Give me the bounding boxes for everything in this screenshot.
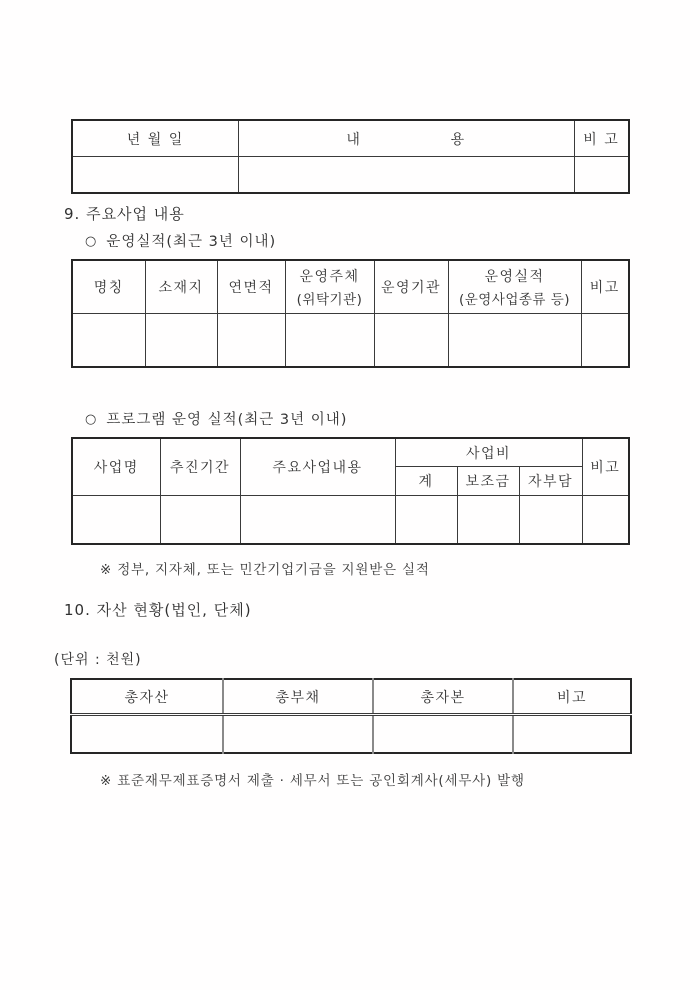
header-location: 소재지 [145,260,217,314]
header-total-assets: 총자산 [71,679,223,715]
header-agency: 운영기관 [374,260,448,314]
header-period: 추진기간 [160,438,240,496]
header-operator-line2: (위탁기관) [296,292,363,308]
table-header-row [72,120,629,157]
empty-cell [395,496,457,545]
empty-cell [448,314,581,368]
asset-footnote: ※ 표준재무제표증명서 제출 · 세무서 또는 공인회계사(세무사) 발행 [100,773,525,789]
header-budget-subsidy: 보조금 [457,467,519,496]
header-project: 사업명 [72,438,160,496]
header-record-line1: 운영실적 [484,269,545,285]
header-record [448,260,581,314]
header-note: 비고 [513,679,631,715]
header-area: 연면적 [217,260,285,314]
program-footnote: ※ 정부, 지자체, 또는 민간기업기금을 지원받은 실적 [100,562,430,578]
header-total-liabilities: 총부채 [223,679,373,715]
operation-record-label-text: 운영실적(최근 3년 이내) [106,234,277,250]
empty-cell [72,314,145,368]
section9-heading: 9. 주요사업 내용 [64,205,185,223]
table-header-row-1 [72,438,629,467]
date-content-table [71,119,630,194]
header-budget-group: 사업비 [395,438,582,467]
asset-table [70,678,632,754]
header-note: 비 고 [574,120,629,157]
empty-cell [71,715,223,754]
header-operator [285,260,374,314]
header-name: 명칭 [72,260,145,314]
empty-cell [145,314,217,368]
empty-cell [72,157,238,194]
program-record-label-text: 프로그램 운영 실적(최근 3년 이내) [106,412,348,428]
empty-cell [72,496,160,545]
header-content: 내 용 [238,120,574,157]
circle-bullet-icon: ○ [85,234,98,249]
header-note: 비고 [582,438,629,496]
empty-cell [581,314,629,368]
header-date: 년 월 일 [72,120,238,157]
empty-cell [457,496,519,545]
table-header-row [71,679,631,715]
header-budget-self: 자부담 [519,467,582,496]
empty-cell [574,157,629,194]
empty-cell [238,157,574,194]
circle-bullet-icon: ○ [85,412,98,427]
table-empty-row [72,314,629,368]
empty-cell [223,715,373,754]
empty-cell [160,496,240,545]
empty-cell [373,715,513,754]
table-empty-row [72,496,629,545]
table-empty-row [71,715,631,754]
unit-label: (단위 : 천원) [54,652,142,668]
empty-cell [374,314,448,368]
program-record-table [71,437,630,545]
operation-record-label [85,230,276,251]
empty-cell [582,496,629,545]
empty-cell [285,314,374,368]
table-empty-row [72,157,629,194]
empty-cell [519,496,582,545]
empty-cell [217,314,285,368]
header-total-capital: 총자본 [373,679,513,715]
header-budget-total: 계 [395,467,457,496]
header-note: 비고 [581,260,629,314]
header-record-line2: (운영사업종류 등) [458,292,571,308]
table-header-row [72,260,629,314]
section10-heading: 10. 자산 현황(법인, 단체) [64,601,252,619]
header-operator-line1: 운영주체 [299,269,360,285]
operation-record-table [71,259,630,368]
header-content: 주요사업내용 [240,438,395,496]
program-record-label [85,408,347,429]
empty-cell [240,496,395,545]
empty-cell [513,715,631,754]
